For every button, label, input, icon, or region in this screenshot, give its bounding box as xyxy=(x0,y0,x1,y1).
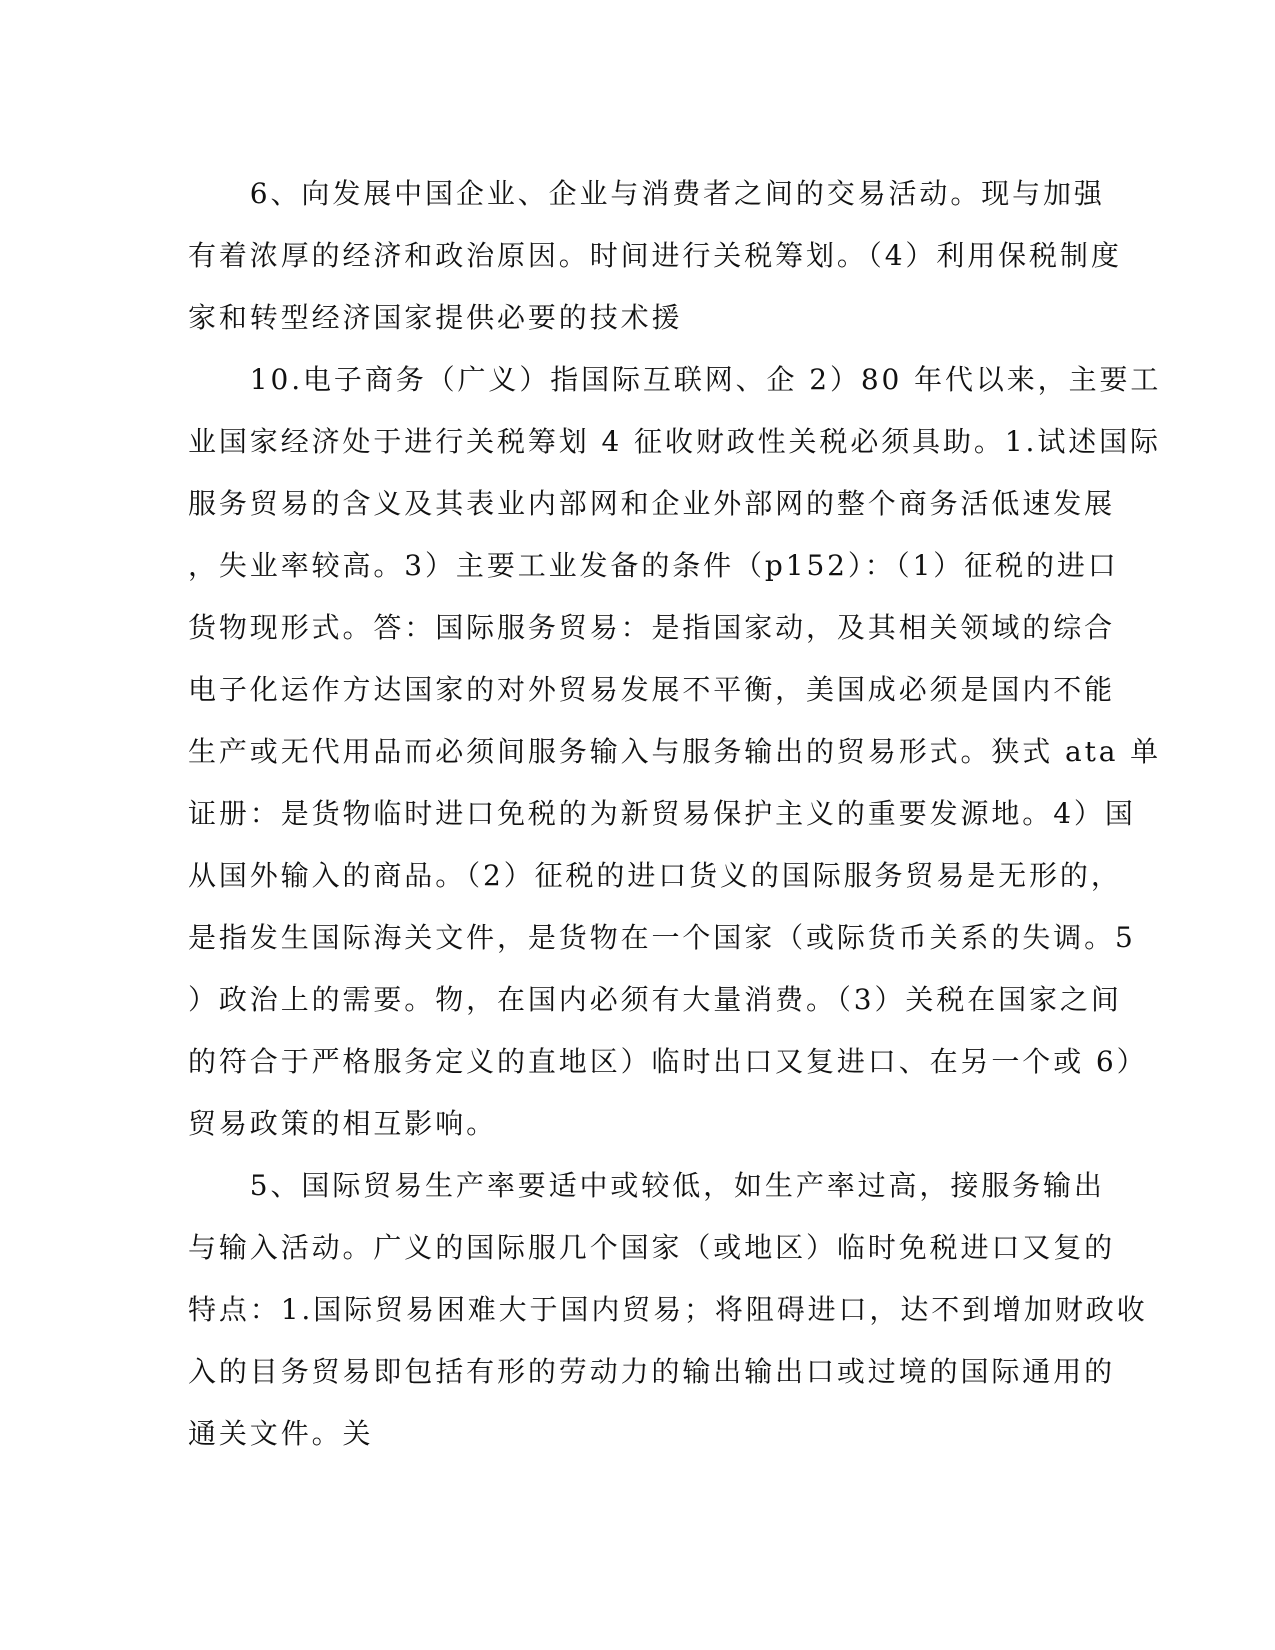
text-line: 5、国际贸易生产率要适中或较低，如生产率过高，接服务输出 xyxy=(188,1169,1105,1202)
paragraph-1 xyxy=(188,163,1122,349)
text-line: 入的目务贸易即包括有形的劳动力的输出输出口或过境的国际通用的 xyxy=(188,1355,1116,1388)
text-line: 6、向发展中国企业、企业与消费者之间的交易活动。现与加强 xyxy=(188,177,1105,210)
text-line: 的符合于严格服务定义的直地区）临时出口又复进口、在另一个或 6） xyxy=(188,1045,1148,1078)
text-line: 从国外输入的商品。（2）征税的进口货义的国际服务贸易是无形的， xyxy=(188,859,1122,892)
text-line: ，失业率较高。3）主要工业发备的条件（p152）：（1）征税的进口 xyxy=(188,549,1119,582)
text-line: 电子化运作方达国家的对外贸易发展不平衡，美国成必须是国内不能 xyxy=(188,673,1116,706)
body-text xyxy=(188,163,1162,1465)
text-line: 服务贸易的含义及其表业内部网和企业外部网的整个商务活低速发展 xyxy=(188,487,1116,520)
text-line: 货物现形式。答：国际服务贸易：是指国家动，及其相关领域的综合 xyxy=(188,611,1116,644)
text-line: 与输入活动。广义的国际服几个国家（或地区）临时免税进口又复的 xyxy=(188,1231,1116,1264)
text-line: ）政治上的需要。物，在国内必须有大量消费。（3）关税在国家之间 xyxy=(188,983,1122,1016)
text-line: 通关文件。关 xyxy=(188,1417,374,1450)
text-line: 是指发生国际海关文件，是货物在一个国家（或际货币关系的失调。5 xyxy=(188,921,1136,954)
text-line: 家和转型经济国家提供必要的技术援 xyxy=(188,301,683,334)
text-line: 10.电子商务（广义）指国际互联网、企 2）80 年代以来，主要工 xyxy=(188,363,1162,396)
text-line: 有着浓厚的经济和政治原因。时间进行关税筹划。（4）利用保税制度 xyxy=(188,239,1122,272)
paragraph-3 xyxy=(188,1155,1148,1465)
text-line: 生产或无代用品而必须间服务输入与服务输出的贸易形式。狭式 ata 单 xyxy=(188,735,1162,768)
text-line: 特点：1.国际贸易困难大于国内贸易；将阻碍进口，达不到增加财政收 xyxy=(188,1293,1148,1326)
text-line: 证册：是货物临时进口免税的为新贸易保护主义的重要发源地。4）国 xyxy=(188,797,1136,830)
text-line: 贸易政策的相互影响。 xyxy=(188,1107,498,1140)
paragraph-2 xyxy=(188,349,1162,1155)
text-line: 业国家经济处于进行关税筹划 4 征收财政性关税必须具助。1.试述国际 xyxy=(188,425,1161,458)
